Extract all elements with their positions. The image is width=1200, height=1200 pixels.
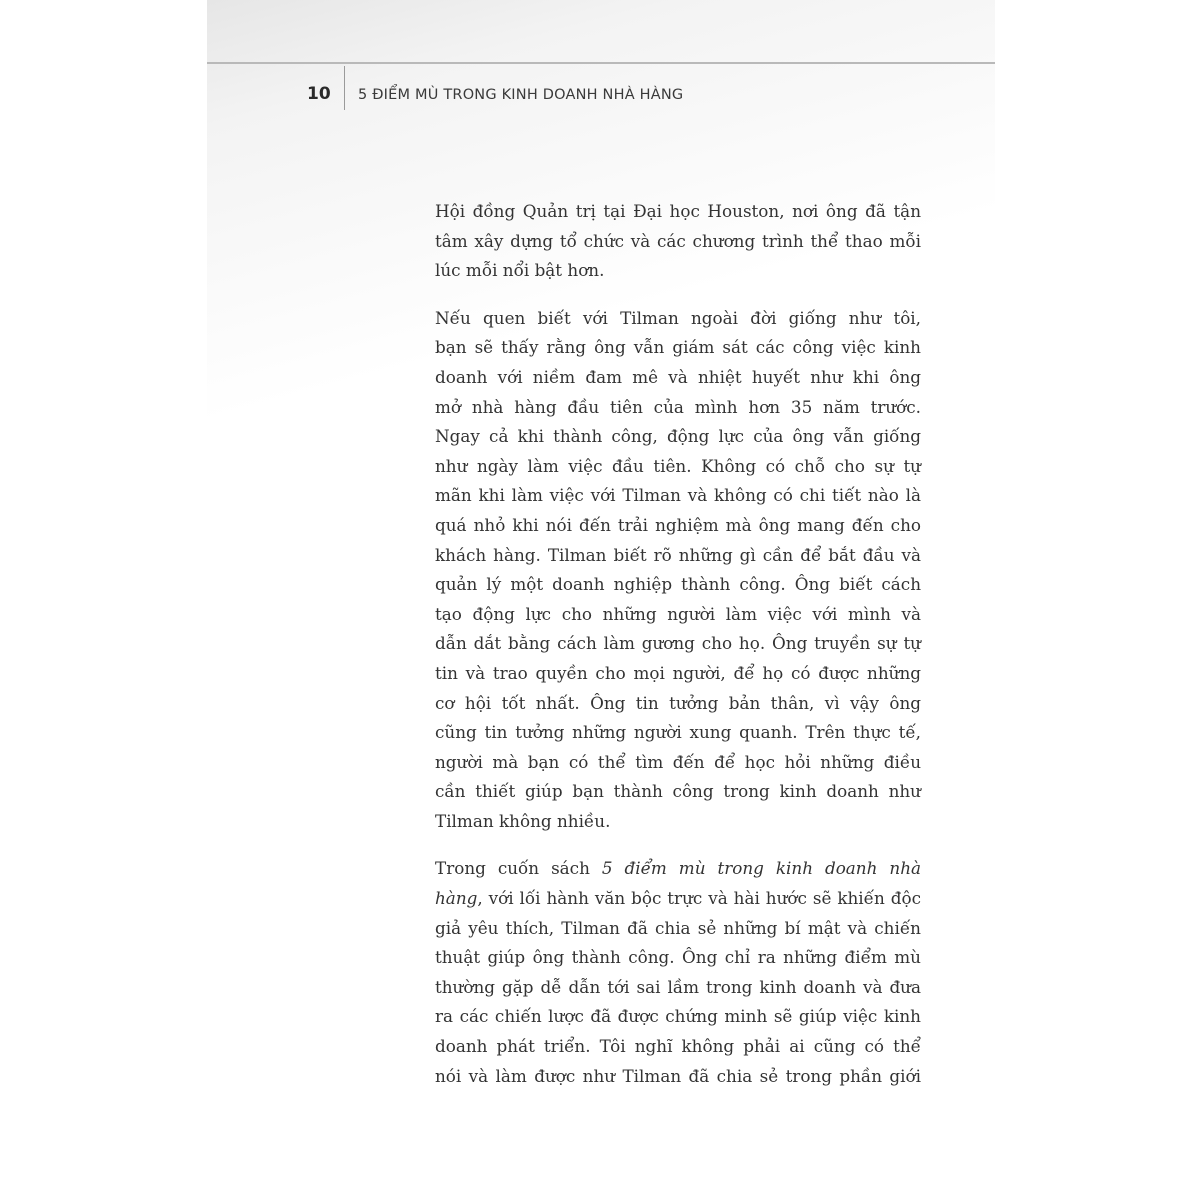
book-title-italic: hàng bbox=[435, 888, 478, 909]
text-line: Nếu quen biết với Tilman ngoài đời giống như tôi, bbox=[435, 307, 921, 328]
running-title: 5 ĐIỂM MÙ TRONG KINH DOANH NHÀ HÀNG bbox=[358, 87, 684, 103]
text-line: tâm xây dựng tổ chức và các chương trình thể thao mỗi bbox=[435, 230, 921, 251]
header-rule bbox=[207, 62, 995, 64]
text-line: như ngày làm việc đầu tiên. Không có chỗ cho sự tự bbox=[435, 455, 921, 476]
text-line: doanh với niềm đam mê và nhiệt huyết như khi ông bbox=[435, 366, 921, 387]
book-page bbox=[207, 0, 995, 1200]
text-line: Tilman không nhiều. bbox=[435, 810, 611, 831]
text-line: Hội đồng Quản trị tại Đại học Houston, nơi ông đã tận bbox=[435, 201, 921, 221]
text-line bbox=[435, 884, 921, 914]
page-number: 10 bbox=[307, 84, 331, 104]
text-line: doanh phát triển. Tôi nghĩ không phải ai cũng có thể bbox=[435, 1036, 921, 1057]
text-run: , với lối hành văn bộc trực và hài hước sẽ khiến độc bbox=[477, 888, 921, 909]
text-line: dẫn dắt bằng cách làm gương cho họ. Ông truyền sự tự bbox=[435, 633, 921, 654]
text-line: cơ hội tốt nhất. Ông tin tưởng bản thân, vì vậy ông bbox=[435, 692, 921, 713]
text-line: mở nhà hàng đầu tiên của mình hơn 35 năm trước. bbox=[435, 396, 921, 417]
text-line: người mà bạn có thể tìm đến để học hỏi những điều bbox=[435, 751, 921, 772]
text-line bbox=[435, 854, 921, 884]
text-line: bạn sẽ thấy rằng ông vẫn giám sát các công việc kinh bbox=[435, 337, 921, 358]
text-line: cần thiết giúp bạn thành công trong kinh doanh như bbox=[435, 781, 921, 802]
text-line: mãn khi làm việc với Tilman và không có chi tiết nào là bbox=[435, 485, 921, 506]
text-line: thuật giúp ông thành công. Ông chỉ ra những điểm mù bbox=[435, 947, 921, 968]
text-line: tạo động lực cho những người làm việc với mình và bbox=[435, 603, 921, 624]
text-line: nói và làm được như Tilman đã chia sẻ trong phần giới bbox=[435, 1065, 921, 1086]
text-line: quá nhỏ khi nói đến trải nghiệm mà ông mang đến cho bbox=[435, 514, 921, 535]
text-line: cũng tin tưởng những người xung quanh. Trên thực tế, bbox=[435, 722, 921, 743]
book-title-italic: 5 điểm mù trong kinh doanh nhà bbox=[601, 858, 922, 879]
text-line: khách hàng. Tilman biết rõ những gì cần để bắt đầu và bbox=[435, 544, 921, 565]
text-line: thường gặp dễ dẫn tới sai lầm trong kinh doanh và đưa bbox=[435, 976, 921, 997]
paragraph-1 bbox=[435, 197, 921, 286]
text-line: quản lý một doanh nghiệp thành công. Ông biết cách bbox=[435, 574, 921, 595]
text-run: Trong cuốn sách bbox=[435, 858, 602, 879]
paragraph-2 bbox=[435, 304, 921, 837]
text-line: tin và trao quyền cho mọi người, để họ có được những bbox=[435, 662, 921, 683]
text-line: lúc mỗi nổi bật hơn. bbox=[435, 260, 605, 281]
paragraph-3 bbox=[435, 854, 921, 1091]
text-line: giả yêu thích, Tilman đã chia sẻ những bí mật và chiến bbox=[435, 917, 921, 938]
body-text bbox=[435, 197, 921, 1109]
text-line: ra các chiến lược đã được chứng minh sẽ giúp việc kinh bbox=[435, 1006, 921, 1027]
header-divider bbox=[344, 66, 345, 110]
text-line: Ngay cả khi thành công, động lực của ông vẫn giống bbox=[435, 426, 921, 447]
